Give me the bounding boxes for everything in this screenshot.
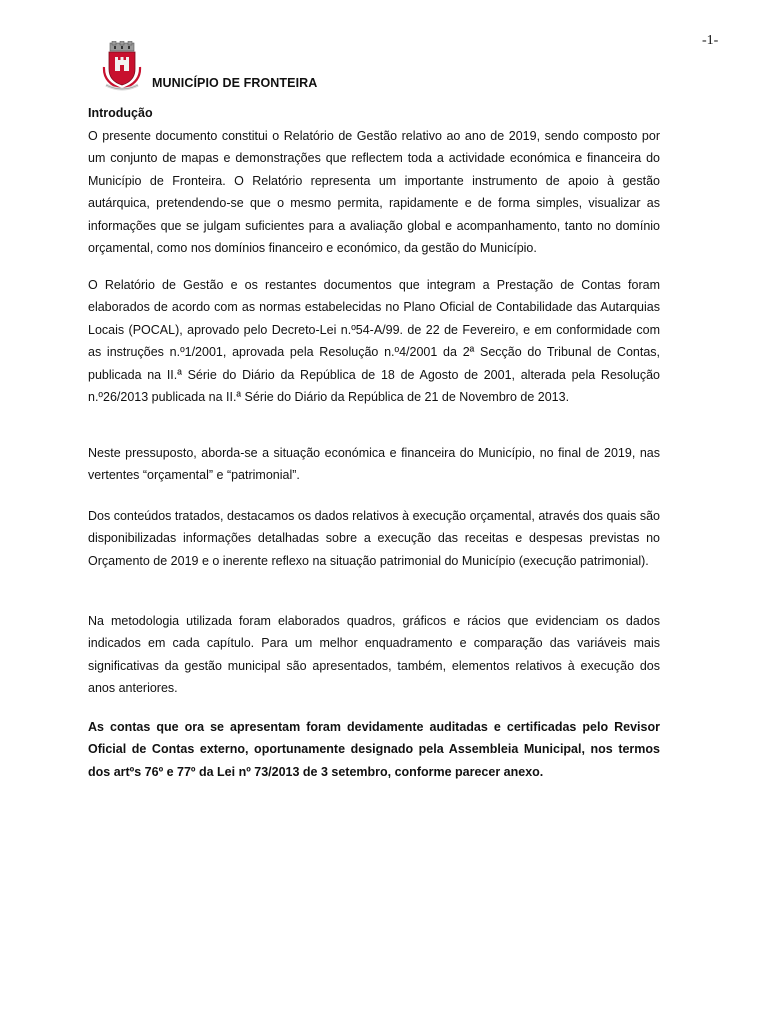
paragraph-approach: Neste pressuposto, aborda-se a situação económica e financeira do Município, no final de 2019, nas vertentes “orçamental” e “patrimonial”. [88, 446, 660, 483]
paragraph-legal-framework: O Relatório de Gestão e os restantes documentos que integram a Prestação de Contas foram elaborados de acordo com as normas estabelecidas no Plano Oficial de Contabilidade das Autarquias Locais (POCAL), aprovado pelo Decreto-Lei n.º54-A/99. de 22 de Fevereiro, e em conformidade com as instruções n.º1/2001, aprovada pela Resolução n.º4/2001 da 2ª Secção do Tribunal de Contas, publicada na II.ª Série do Diário da República de 18 de Agosto de 2001, alterada pela Resolução n.º26/2013 publicada na II.ª Série do Diário da República de 21 de Novembro de 2013. [88, 278, 660, 405]
paragraph-methodology: Na metodologia utilizada foram elaborados quadros, gráficos e rácios que evidenciam os dados indicados em cada capítulo. Para um melhor enquadramento e comparação das variáveis mais significativas da gestão municipal são apresentados, também, elementos relativos à execução dos anos anteriores. [88, 614, 660, 696]
page-number: -1- [702, 33, 719, 48]
paragraph-intro: O presente documento constitui o Relatório de Gestão relativo ao ano de 2019, sendo composto por um conjunto de mapas e demonstrações que reflectem toda a actividade económica e financeira do Município de Fronteira. O Relatório representa um importante instrumento de apoio à gestão autárquica, pretendendo-se que o mesmo permita, rapidamente e de forma simples, visualizar as informações que se julgam suficientes para a avaliação global e acompanhamento, tanto no domínio orçamental, como nos domínios financeiro e económico, da gestão do Município. [88, 129, 660, 256]
coat-of-arms-icon [100, 41, 144, 91]
paragraph-contents: Dos conteúdos tratados, destacamos os dados relativos à execução orçamental, através dos quais são disponibilizadas informações detalhadas sobre a execução das receitas e despesas previstas no Orçamento de 2019 e o inerente reflexo na situação patrimonial do Município (execução patrimonial). [88, 509, 660, 568]
municipality-name: MUNICÍPIO DE FRONTEIRA [152, 76, 318, 90]
paragraph-audit-statement: As contas que ora se apresentam foram devidamente auditadas e certificadas pelo Revisor Oficial de Contas externo, oportunamente designado pela Assembleia Municipal, nos termos dos artºs 76º e 77º da Lei nº 73/2013 de 3 setembro, conforme parecer anexo. [88, 720, 660, 779]
section-title: Introdução [88, 106, 153, 120]
